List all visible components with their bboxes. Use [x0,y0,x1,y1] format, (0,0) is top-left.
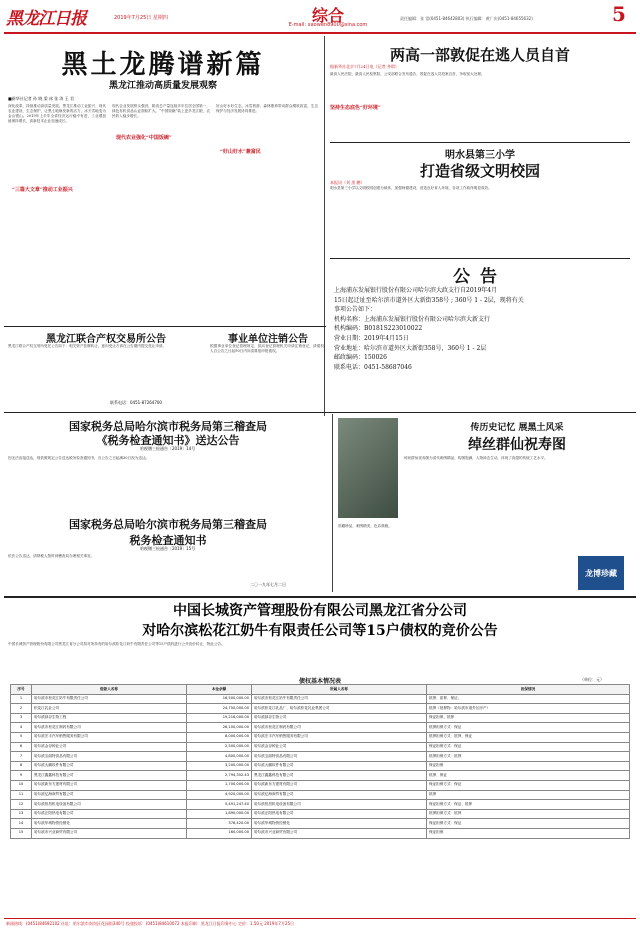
table-row [11,809,630,819]
tax-notice-2-date: 二〇一九年七月二日 [250,582,286,587]
main-column-1: 深化改革，持续推动高质量发展。黑龙江推动工业振兴、现代农业建设、生态保护，让黑土地焕发新的活力，冰天雪地变为金山银山。2019年上半年全省经济运行稳中有进，工业增加值保持增长，高新技术企业加速成长。 [8,104,106,123]
culture-title: 绰丝群仙祝寿图 [468,437,566,453]
tax-notice-2-docno: 哈税稽三检通告〔2019〕15号 [140,546,196,551]
column-header: 担保情况 [427,685,630,695]
table-cell: 哈尔滨正阳热电有限公司 [32,809,187,819]
table-cell: 保证担保 [427,828,630,838]
table-cell: 哈尔滨市松花江奶牛有限责任公司 [32,694,187,704]
divider [330,258,630,259]
table-cell: 哈尔滨华城物资经销处 [252,819,427,829]
institution-deregistration-body: 根据事业单位登记管理规定，拟向登记管理机关申请注销登记，请债权人自公告之日起90日内向清算组申报债权。 [210,344,324,353]
table-cell: 哈尔滨市兴业商贸有限公司 [32,828,187,838]
main-byline: ■新华社记者 孙 晓 梁 冰 张 涛 王 君 [8,96,74,101]
table-cell: 26,100,000.00 [187,723,252,733]
tax-notice-1-title: 国家税务总局哈尔滨市税务局第三稽查局 [69,420,267,433]
notice-line: 机构编码：B0181S223010022 [334,325,423,333]
ip-exchange-body: 黑龙江联合产权交易所受托公告如下：相关资产挂牌转让，意向受让方请在公告期内提交受让申请。 [8,344,167,348]
footer-rule [4,918,636,919]
bid-title: 中国长城资产管理股份有限公司黑龙江省分公司 [173,603,467,619]
table-cell: 8 [11,761,32,771]
table-cell: 黑龙江鑫鑫科技有限公司 [252,771,427,781]
table-cell: 哈尔滨正阳热电有限公司 [252,809,427,819]
table-cell: 保证担保方式：保证 [427,819,630,829]
table-row [11,732,630,742]
table-cell: 11 [11,790,32,800]
notice-line: 营业日期：2019年4月15日 [334,334,409,342]
table-cell: 抵押（抵押物：哈尔滨市道外区房产） [427,704,630,714]
claims-table [10,684,630,839]
table-cell: 保证担保 [427,761,630,771]
table-cell: 16,500,000.00 [187,694,252,704]
tax-notice-1-docno: 哈税稽三检通告〔2019〕14号 [140,446,196,451]
table-row [11,694,630,704]
main-subhead-4: 坚持生态底色“好环境” [330,105,381,111]
table-row [11,780,630,790]
table-cell: 10 [11,780,32,790]
school-byline: 本报讯（刘 黑 鹏） [330,180,365,185]
table-cell: 哈尔滨亿海商贸有限公司 [252,790,427,800]
table-cell: 哈尔滨宝丽特食品有限公司 [252,752,427,762]
page-number: 5 [612,2,626,26]
escape-body: 最高人民法院、最高人民检察院、公安部联合发布通告，敦促在逃人员投案自首，争取宽大处理。 [330,72,485,76]
table-cell: 2,794,352.43 [187,771,252,781]
artwork-photo [338,418,398,518]
tax-notice-2-body: 依法公告送达，请纳税人按时到稽查局办理相关事宜。 [8,554,95,558]
table-cell: 哈尔滨金谷种业公司 [252,742,427,752]
table-cell: 哈尔滨大鹏软件有限公司 [252,761,427,771]
column-header: 所属人名称 [252,685,427,695]
divider [4,596,636,598]
claims-table-title: 债权基本情况表 [298,678,341,685]
column-header: 借款人名称 [32,685,187,695]
notice-line: 邮政编码：150026 [334,354,387,362]
table-cell: 3 [11,713,32,723]
table-cell: 3,200,000.00 [187,761,252,771]
claims-table-unit: （单位：元） [580,677,604,682]
main-subheadline: 黑龙江推动高质量发展观察 [108,81,217,91]
culture-side-text: 馆藏珍品，刺绣精美，色彩典雅。 [338,524,392,528]
notice-line: 联系电话：0451-58687046 [334,363,412,371]
table-row [11,713,630,723]
table-cell: 2,500,000.00 [187,742,252,752]
table-cell: 松花江乳业公司 [32,704,187,714]
table-cell: 378,420.00 [187,819,252,829]
table-cell: 哈尔滨市松花江制药有限公司 [252,723,427,733]
table-cell: 哈尔滨大鹏软件有限公司 [32,761,187,771]
table-cell: 4,920,000.00 [187,790,252,800]
table-cell: 保证担保方式：保证、抵押 [427,800,630,810]
ip-exchange-contact: 联系电话：0451-87264700 [110,400,162,405]
culture-kicker: 传历史记忆 展黑土风采 [470,423,564,433]
table-cell: 160,000.00 [187,828,252,838]
table-row [11,704,630,714]
table-cell: 抵押 [427,790,630,800]
table-cell: 4 [11,723,32,733]
issue-date: 2019年7月25日 星期四 [114,15,168,21]
table-cell: 2 [11,704,32,714]
table-row [11,723,630,733]
table-cell: 1,700,000.00 [187,780,252,790]
table-cell: 15 [11,828,32,838]
school-subheadline: 明水县第三小学 [445,150,515,161]
column-header: 本金余额 [187,685,252,695]
table-row [11,771,630,781]
table-cell: 哈尔滨新东方建材有限公司 [32,780,187,790]
table-row [11,761,630,771]
main-subhead-2: 现代农业强化“中国饭碗” [116,135,172,141]
tax-notice-1-subtitle: 《税务检查通知书》送达公告 [96,434,240,447]
institution-deregistration-title: 事业单位注销公告 [228,334,308,345]
table-cell: 哈尔滨市兴业商贸有限公司 [252,828,427,838]
table-row [11,800,630,810]
table-cell: 1 [11,694,32,704]
table-cell: 抵押担保方式：抵押 [427,752,630,762]
table-cell: 抵押担保方式：抵押、保证 [427,732,630,742]
notice-line: 15日起迁址至哈尔滨市道外区大新街358号 ; 360号 1 - 2层，现将有关 [334,296,524,304]
table-cell: 哈尔滨宏丰汽车销售服务有限公司 [32,732,187,742]
bid-subtitle: 对哈尔滨松花江奶牛有限责任公司等15户债权的竞价公告 [142,623,498,639]
table-cell: 哈尔滨华城物资经销处 [32,819,187,829]
footer: 新闻热线：(0451)84692102 社址：哈尔滨市南岗区花园街340号 投递投诉：(0451)84610072 本报印刷：黑龙江日报印务中心 定价：1.50元 2019年7月25日 [6,921,295,926]
notice-line: 机构名称：上海浦东发展银行股份有限公司哈尔滨大新支行 [334,315,491,323]
column-divider [324,36,325,416]
table-cell: 5,491,247.40 [187,800,252,810]
divider [330,142,630,143]
table-cell: 1,890,000.00 [187,809,252,819]
table-cell: 黑龙江鑫鑫科技有限公司 [32,771,187,781]
main-subhead-3: “好山好水”兼富民 [220,149,261,155]
table-cell: 哈尔滨宝丽特食品有限公司 [32,752,187,762]
table-cell: 哈尔滨市松花江奶牛有限责任公司 [252,694,427,704]
table-cell: 哈尔滨绿谷生物工程 [32,713,187,723]
newspaper-name: 黑龙江日报 [6,9,86,29]
school-body: 明水县第三小学以文明校园创建为载体，加强师德建设，营造良好育人环境，各项工作取得明显成效。 [330,186,492,190]
editor-credits: 责任编辑：张 雷(0451-84642803) 执行编辑：黄广庆(0451-84655632) [400,16,533,21]
table-row [11,819,630,829]
claims-table-body [11,694,630,838]
table-row [11,752,630,762]
table-cell: 24,750,000.00 [187,704,252,714]
table-cell: 7 [11,752,32,762]
table-cell: 保证担保方式：保证 [427,742,630,752]
table-cell: 哈尔滨宏丰汽车销售服务有限公司 [252,732,427,742]
table-cell: 抵押担保方式：保证 [427,723,630,733]
notice-title: 公告 [453,267,507,287]
table-cell: 13 [11,809,32,819]
escape-byline: 据新华社北京7月24日电（记者 齐琪） [330,64,399,69]
tax-notice-2-subtitle: 税务检查通知书 [129,534,207,547]
section-email: E-mail: xaowen8900@sina.com [288,22,368,28]
main-column-2: 现代农业发展势头强劲，粮食总产量连续多年位居全国第一，绿色有机食品认证面积扩大。“中国饭碗”装上更多龙江粮，农民收入稳步增长。 [112,104,210,118]
main-headline: 黑土龙腾谱新篇 [61,50,265,80]
table-row [11,828,630,838]
table-cell: 哈尔滨恒昌机电设备有限公司 [252,800,427,810]
table-header-row [11,685,630,695]
table-cell: 哈尔滨金谷种业公司 [32,742,187,752]
header-rule [4,32,636,34]
culture-body: 绰丝群仙祝寿图为清代刺绣精品，构图饱满，人物神态生动，体现了高超的传统工艺水平。 [404,456,548,460]
table-cell: 12 [11,800,32,810]
table-cell: 哈尔滨绿谷生物公司 [252,713,427,723]
table-cell: 9 [11,771,32,781]
section-title: 综合 [311,6,344,25]
table-cell: 哈尔滨松花江乳品厂、哈尔滨松花乳业集团公司 [252,704,427,714]
divider [4,412,636,413]
main-column-3: 好山好水好生态，冰雪旅游、森林康养带动群众增收致富，生态保护与经济发展协同推进。 [216,104,318,113]
bid-body: 中国长城资产管理股份有限公司黑龙江省分公司拟对所持有的哈尔滨松花江奶牛有限责任公司等15户债权进行公开竞价转让，特此公告。 [8,642,225,646]
column-divider [332,414,333,592]
table-cell: 抵押、质押、保证； [427,694,630,704]
table-cell: 8,000,000.00 [187,732,252,742]
column-header: 序号 [11,685,32,695]
table-cell: 6 [11,742,32,752]
table-cell: 哈尔滨新东方建材有限公司 [252,780,427,790]
notice-line: 事项公告如下： [334,306,377,314]
museum-badge: 龙博珍藏 [578,556,624,590]
table-cell: 保证担保方式：保证 [427,780,630,790]
ip-exchange-title: 黑龙江联合产权交易所公告 [46,334,166,345]
table-cell: 保证担保、抵押 [427,713,630,723]
table-cell: 哈尔滨市松花江制药有限公司 [32,723,187,733]
table-cell: 抵押、保证 [427,771,630,781]
divider [4,326,326,327]
table-cell: 哈尔滨恒昌机电设备有限公司 [32,800,187,810]
escape-headline: 两高一部敦促在逃人员自首 [389,46,570,64]
table-cell: 哈尔滨亿海商贸有限公司 [32,790,187,800]
tax-notice-2-title: 国家税务总局哈尔滨市税务局第三稽查局 [69,518,267,531]
masthead [6,4,106,28]
notice-line: 营业地址：哈尔滨市道外区大新街358号，360号 1 - 2层 [334,344,487,352]
school-headline: 打造省级文明校园 [419,162,540,180]
table-row [11,742,630,752]
notice-body [334,286,630,372]
table-cell: 抵押担保方式：抵押 [427,809,630,819]
table-cell: 14 [11,819,32,829]
tax-notice-1-body: 因无法直接送达，现依照规定公告送达税务检查通知书，自公告之日起满30日视为送达。 [8,456,150,460]
main-subhead-1: “三篇大文章”推动工业振兴 [12,187,73,193]
table-row [11,790,630,800]
table-cell: 5 [11,732,32,742]
notice-line: 上海浦东发展银行股份有限公司哈尔滨大政支行自2019年4月 [334,287,498,294]
table-cell: 19,216,000.00 [187,713,252,723]
table-cell: 4,800,000.00 [187,752,252,762]
